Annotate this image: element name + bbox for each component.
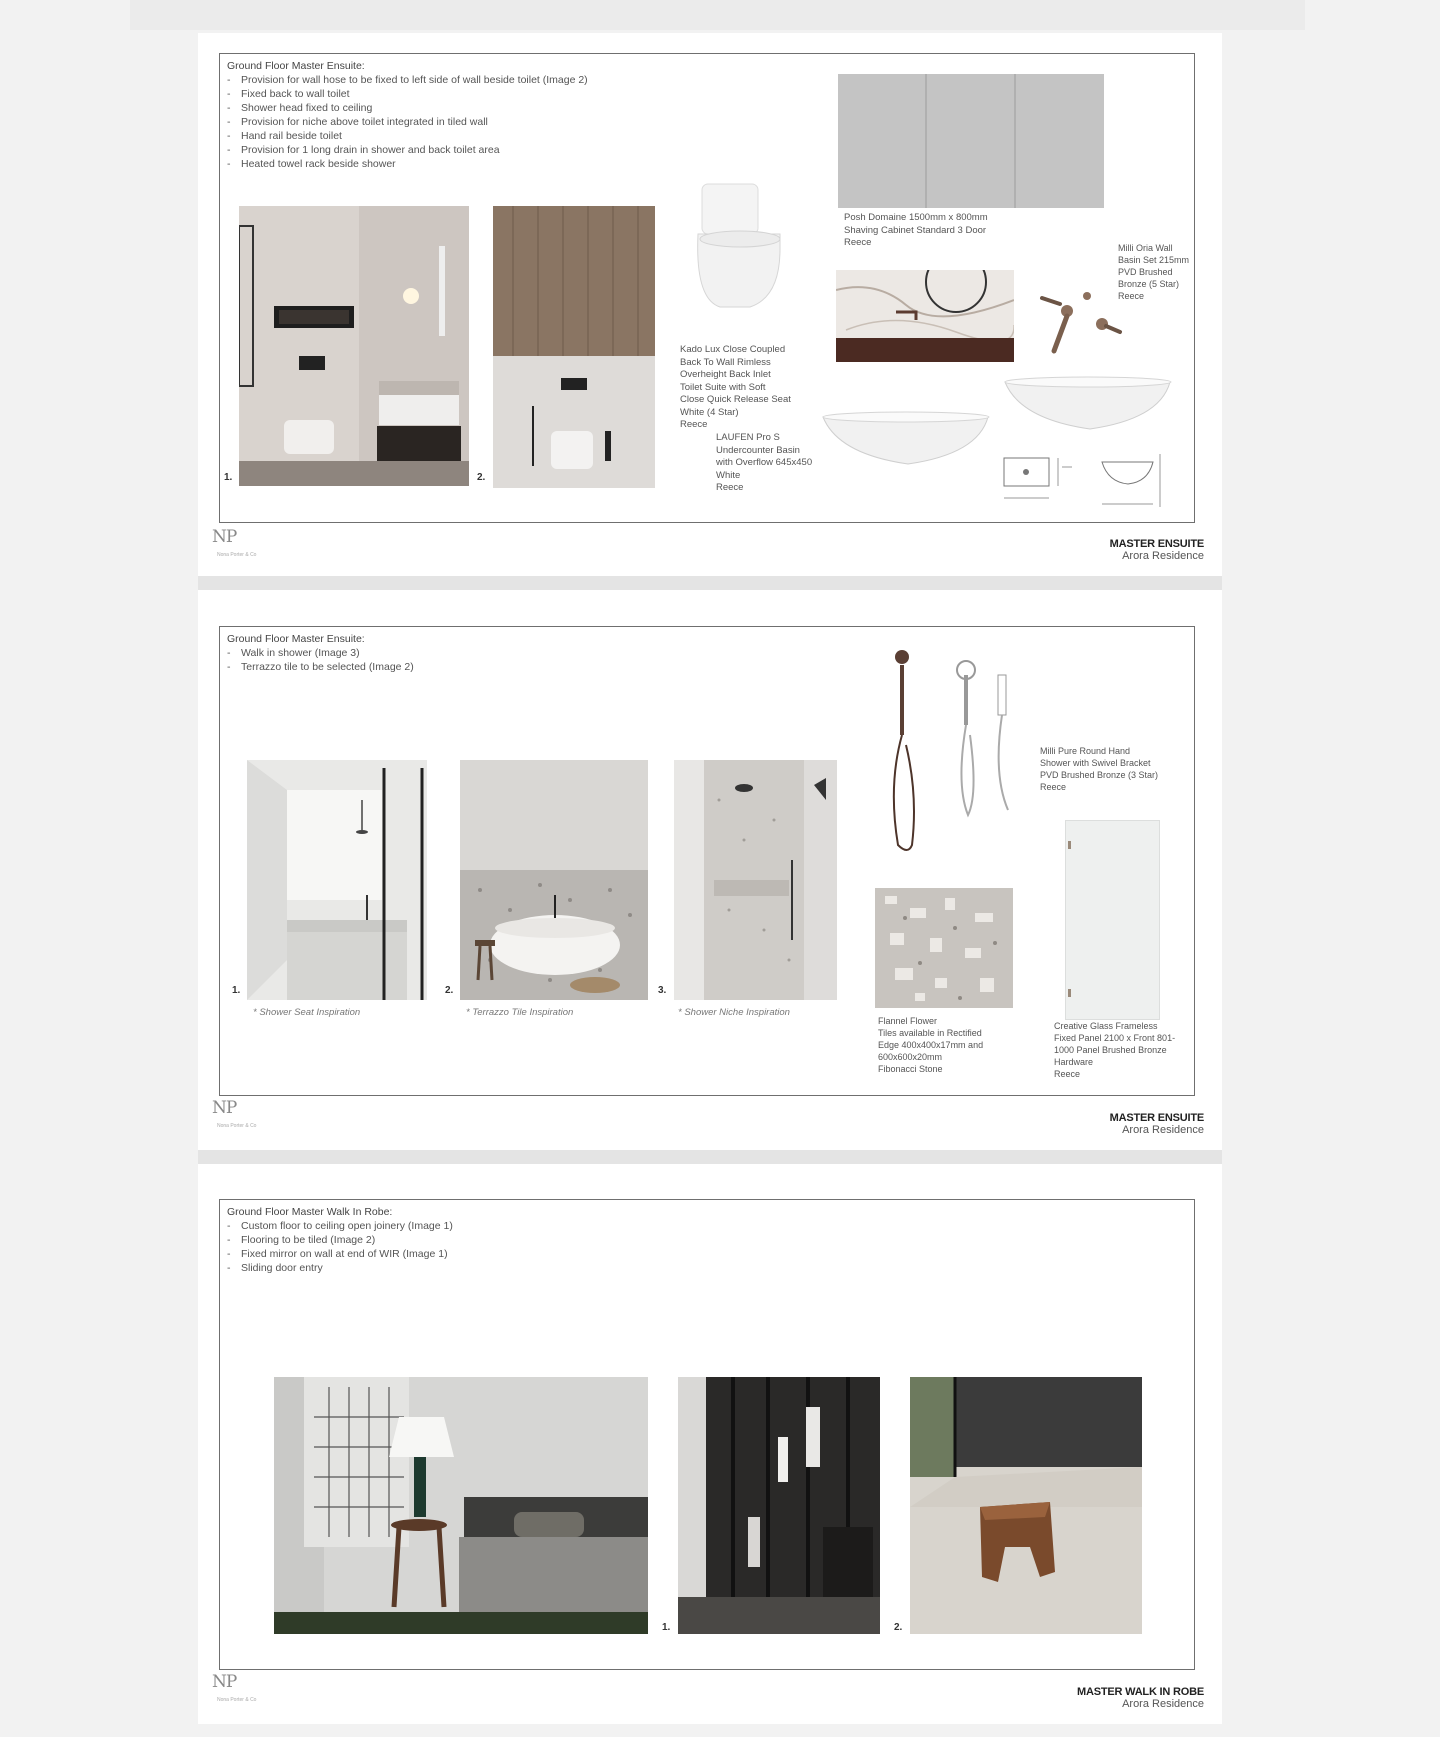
studio-logo: NP <box>212 527 237 547</box>
ensuite-render-image-2 <box>493 206 655 488</box>
image-number: 3. <box>658 985 667 996</box>
presentation-page-3 <box>198 1164 1222 1724</box>
basin-tap-set-caption: Milli Oria Wall Basin Set 215mm PVD Brushed Bronze (5 Star) Reece <box>1118 243 1190 301</box>
inspiration-caption: * Shower Niche Inspiration <box>678 1007 790 1018</box>
glass-panel-image <box>1065 820 1160 1020</box>
note-item: - Custom floor to ceiling open joinery (Image 1) <box>227 1219 453 1233</box>
note-item: - Shower head fixed to ceiling <box>227 101 588 115</box>
basin-tap-set-image <box>1032 286 1127 358</box>
glass-panel-caption: Creative Glass Frameless Fixed Panel 2100 x Front 801- 1000 Panel Brushed Bronze Hardware Reece <box>1054 1021 1176 1079</box>
page-subtitle: Arora Residence <box>1122 1124 1204 1136</box>
timber-stool-flooring-image <box>910 1377 1142 1634</box>
note-item: - Fixed back to wall toilet <box>227 87 588 101</box>
vanity-marble-image <box>836 270 1014 362</box>
note-item: - Flooring to be tiled (Image 2) <box>227 1233 453 1247</box>
ensuite-render-image-1 <box>239 206 469 486</box>
shaving-cabinet-caption: Posh Domaine 1500mm x 800mm Shaving Cabinet Standard 3 Door Reece <box>844 212 988 248</box>
shower-seat-inspiration-image <box>247 760 427 1000</box>
notes-heading: Ground Floor Master Ensuite: <box>227 60 365 72</box>
notes-heading: Ground Floor Master Ensuite: <box>227 633 365 645</box>
page-divider <box>198 576 1222 590</box>
note-item: - Provision for wall hose to be fixed to left side of wall beside toilet (Image 2) <box>227 73 588 87</box>
tile-caption: Flannel Flower Tiles available in Rectified Edge 400x400x17mm and 600x600x20mm Fibonacci Stone <box>878 1016 984 1074</box>
presentation-page-1 <box>198 33 1222 576</box>
inspiration-caption: * Shower Seat Inspiration <box>253 1007 361 1018</box>
basin-technical-drawing-2 <box>1098 452 1178 514</box>
note-item: - Terrazzo tile to be selected (Image 2) <box>227 660 414 674</box>
page-subtitle: Arora Residence <box>1122 1698 1204 1710</box>
wardrobe-joinery-image <box>678 1377 880 1634</box>
page-divider <box>198 1150 1222 1164</box>
studio-logo-subtext: Nona Porter & Co <box>217 552 257 558</box>
studio-logo-subtext: Nona Porter & Co <box>217 1697 257 1703</box>
shaving-cabinet-image <box>838 74 1104 208</box>
page-title-block <box>1077 1686 1204 1710</box>
page-subtitle: Arora Residence <box>1122 550 1204 562</box>
image-number: 2. <box>477 472 486 483</box>
page-title-block <box>1110 1112 1204 1136</box>
studio-logo: NP <box>212 1098 237 1118</box>
shower-niche-inspiration-image <box>674 760 837 1000</box>
inspiration-caption: * Terrazzo Tile Inspiration <box>466 1007 574 1018</box>
notes-block <box>227 1205 453 1275</box>
studio-logo: NP <box>212 1672 237 1692</box>
studio-logo-subtext: Nona Porter & Co <box>217 1123 257 1129</box>
undercounter-basin-image-2 <box>1000 374 1175 434</box>
note-item: - Fixed mirror on wall at end of WIR (Image 1) <box>227 1247 453 1261</box>
hand-shower-caption: Milli Pure Round Hand Shower with Swivel Bracket PVD Brushed Bronze (3 Star) Reece <box>1040 746 1159 792</box>
note-item: - Heated towel rack beside shower <box>227 157 588 171</box>
notes-block <box>227 59 588 171</box>
bedroom-inspiration-image <box>274 1377 648 1634</box>
note-item: - Provision for 1 long drain in shower and back toilet area <box>227 143 588 157</box>
page-frame <box>219 1199 1195 1670</box>
basin-technical-drawing-1 <box>1000 452 1080 514</box>
presentation-page-2 <box>198 590 1222 1150</box>
page-title: MASTER WALK IN ROBE <box>1077 1686 1204 1698</box>
note-item: - Walk in shower (Image 3) <box>227 646 414 660</box>
page-title: MASTER ENSUITE <box>1109 1112 1204 1124</box>
page-frame <box>219 626 1195 1096</box>
undercounter-basin-caption: LAUFEN Pro S Undercounter Basin with Overflow 645x450 White Reece <box>716 432 813 493</box>
terrazzo-tile-inspiration-image <box>460 760 648 1000</box>
toilet-product-caption: Kado Lux Close Coupled Back To Wall Rimless Overheight Back Inlet Toilet Suite with Soft Close Quick Release Seat White (4 Star) Reece <box>680 344 791 430</box>
note-item: - Sliding door entry <box>227 1261 453 1275</box>
image-number: 1. <box>662 1622 671 1633</box>
image-number: 2. <box>445 985 454 996</box>
undercounter-basin-image <box>818 409 993 469</box>
notes-heading: Ground Floor Master Walk In Robe: <box>227 1206 393 1218</box>
note-item: - Provision for niche above toilet integrated in tiled wall <box>227 115 588 129</box>
image-number: 2. <box>894 1622 903 1633</box>
notes-block <box>227 632 414 674</box>
hand-shower-product-image <box>878 645 1028 860</box>
terrazzo-tile-swatch <box>875 888 1013 1008</box>
page-frame <box>219 53 1195 523</box>
page-band-1 <box>130 0 1305 30</box>
image-number: 1. <box>232 985 241 996</box>
toilet-product-image <box>680 179 790 314</box>
page-title: MASTER ENSUITE <box>1109 538 1204 550</box>
page-title-block <box>1110 538 1204 562</box>
note-item: - Hand rail beside toilet <box>227 129 588 143</box>
image-number: 1. <box>224 472 233 483</box>
